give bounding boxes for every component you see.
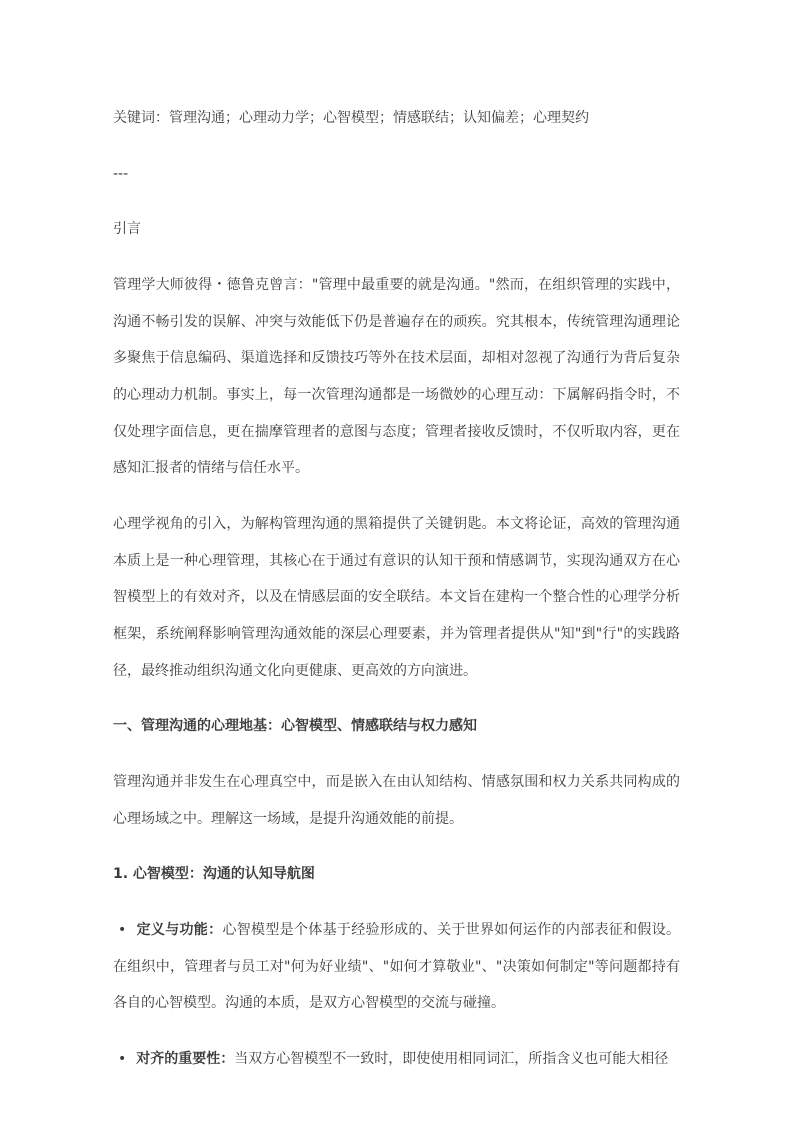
- keywords-line: 关键词：管理沟通；心理动力学；心智模型；情感联结；认知偏差；心理契约: [113, 110, 589, 126]
- bullet-lead: 对齐的重要性：: [136, 1051, 235, 1068]
- bullet-icon: •: [118, 1051, 127, 1068]
- intro-heading: 引言: [113, 221, 141, 238]
- bullet-text: 当双方心智模型不一致时，即使使用相同词汇，所指含义也可能大相径: [234, 1051, 669, 1068]
- section-1-heading: 一、管理沟通的心理地基：心智模型、情感联结与权力感知: [113, 718, 477, 735]
- divider: ---: [113, 165, 129, 182]
- bullet-item-definition: [113, 912, 680, 1022]
- subsection-1-heading: 1. 心智模型：沟通的认知导航图: [113, 866, 315, 883]
- bullet-icon: •: [118, 922, 127, 939]
- intro-paragraph-2: 心理学视角的引入，为解构管理沟通的黑箱提供了关键钥匙。本文将论证，高效的管理沟通本质上是一种心理管理，其核心在于通过有意识的认知干预和情感调节，实现沟通双方在心智模型上的有效对齐，以及在情感层面的安全联结。本文旨在建构一个整合性的心理学分析框架，系统阐释影响管理沟通效能的深层心理要素，并为管理者提供从"知"到"行"的实践路径，最终推动组织沟通文化向更健康、更高效的方向演进。: [113, 516, 680, 679]
- bullet-item-alignment: [113, 1041, 680, 1078]
- bullet-lead: 定义与功能：: [136, 922, 223, 939]
- section-1-intro: 管理沟通并非发生在心理真空中，而是嵌入在由认知结构、情感氛围和权力关系共同构成的心理场域之中。理解这一场域，是提升沟通效能的前提。: [113, 774, 680, 827]
- bullet-text: 心智模型是个体基于经验形成的、关于世界如何运作的内部表征和假设。在组织中，管理者与员工对"何为好业绩"、"如何才算敬业"、"决策如何制定"等问题都持有各自的心智模型。沟通的本质，是双方心智模型的交流与碰撞。: [113, 922, 681, 1012]
- intro-paragraph-1: 管理学大师彼得・德鲁克曾言："管理中最重要的就是沟通。"然而，在组织管理的实践中，沟通不畅引发的误解、冲突与效能低下仍是普遍存在的顽疾。究其根本，传统管理沟通理论多聚焦于信息编码、渠道选择和反馈技巧等外在技术层面，却相对忽视了沟通行为背后复杂的心理动力机制。事实上，每一次管理沟通都是一场微妙的心理互动：下属解码指令时，不仅处理字面信息，更在揣摩管理者的意图与态度；管理者接收反馈时，不仅听取内容，更在感知汇报者的情绪与信任水平。: [113, 277, 680, 477]
